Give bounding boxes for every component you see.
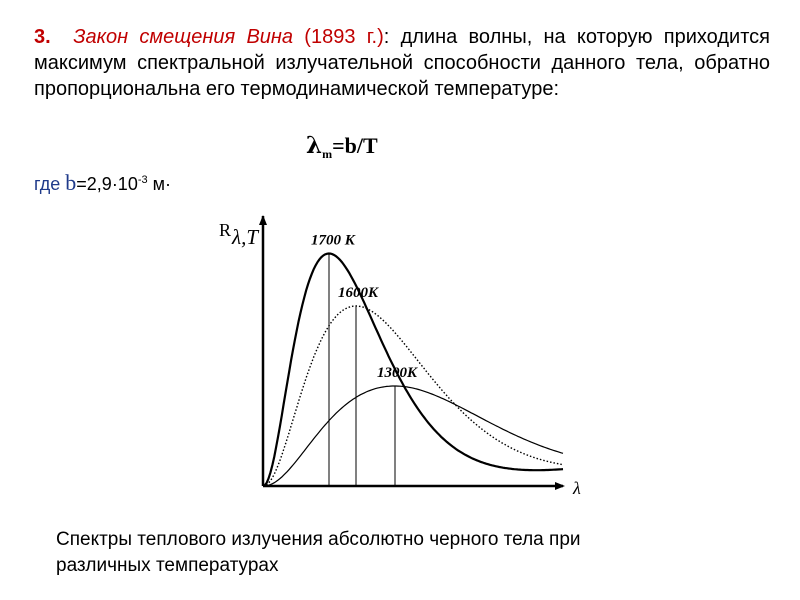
- formula-subscript: m: [322, 147, 333, 161]
- wien-formula: [306, 132, 378, 159]
- caption-line-2: различных температурах: [56, 555, 279, 576]
- formula-rest: =b/T: [332, 133, 378, 158]
- law-text-last: температуре:: [434, 78, 559, 100]
- formula-lambda: λ: [306, 132, 323, 159]
- y-axis-arrow: [259, 215, 267, 225]
- y-axis-label-sub: λ,T: [232, 225, 259, 249]
- constant-symbol: b: [65, 170, 77, 195]
- curve-label-2: 1300K: [377, 365, 418, 381]
- law-year: (1893 г.): [304, 26, 384, 48]
- curve-1: [263, 306, 563, 486]
- law-paragraph: [34, 24, 770, 102]
- constant-value: =2,9·10: [76, 174, 138, 194]
- constant-line: [34, 170, 171, 196]
- constant-prefix: где: [34, 174, 66, 194]
- law-number: 3.: [34, 26, 51, 48]
- constant-exponent: -3: [137, 174, 148, 186]
- law-colon: :: [383, 26, 390, 48]
- spectra-chart: [210, 180, 600, 500]
- law-text: длина волны, на которую приходится максимум спектральной излучательной способности данного тела, обратно пропорциональна его термодинамической: [34, 26, 770, 100]
- y-axis-label: R: [219, 220, 232, 240]
- x-axis-arrow: [555, 482, 565, 490]
- curve-label-0: 1700 K: [311, 232, 355, 249]
- constant-unit: м·: [147, 174, 171, 194]
- curve-label-1: 1600K: [338, 285, 379, 301]
- x-axis-label: λ: [573, 478, 581, 498]
- chart-caption: [56, 527, 696, 579]
- law-title: Закон смещения Вина: [73, 26, 294, 48]
- caption-line-1: Спектры теплового излучения абсолютно черного тела при: [56, 529, 581, 550]
